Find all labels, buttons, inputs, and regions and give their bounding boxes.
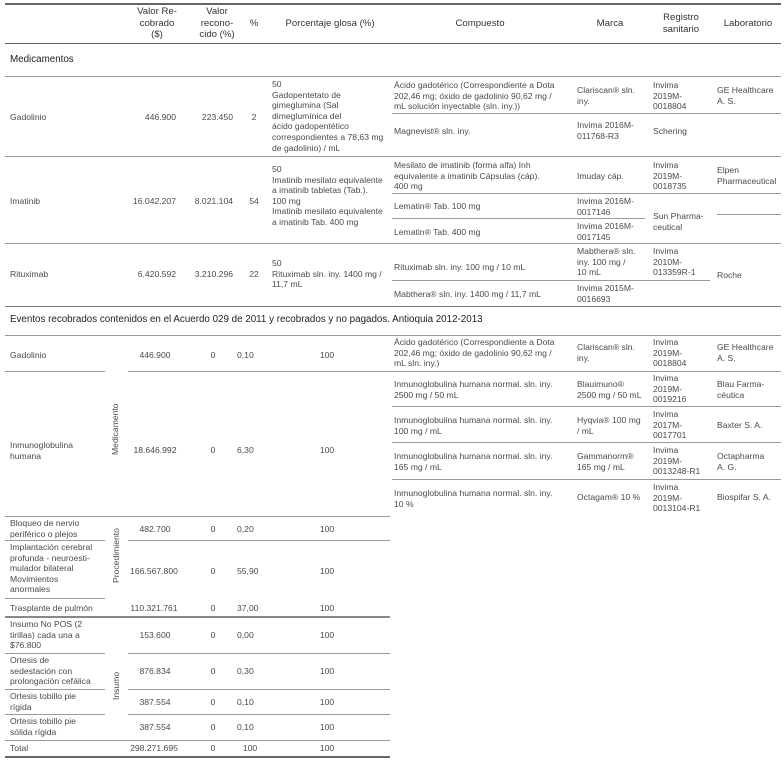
registro-sanitario: Invima 2019M- 0018804: [653, 80, 687, 112]
total-pct: 100: [242, 743, 258, 753]
pct: 0,30: [237, 666, 254, 676]
row-name: Rituximab: [10, 269, 49, 279]
porcentaje-glosa: 50 Rituximab sln. iny. 1400 mg / 11,7 mL: [272, 258, 382, 290]
porcentaje-glosa: 100: [319, 445, 335, 455]
row-name: Imatinib: [10, 196, 41, 206]
marca: Hyqvia® 100 mg / mL: [577, 415, 641, 436]
row-name: Ortesis tobillo pie sólida rígida: [10, 716, 76, 737]
registro-sanitario: Invima 2010M- 013359R-1: [653, 246, 696, 278]
pct: 0,20: [237, 524, 254, 534]
registro-sanitario: Invima 2019M- 0013104-R1: [653, 482, 701, 514]
pct: 0,10: [237, 697, 254, 707]
header-registro: Registro sanitario: [662, 12, 700, 35]
valor-recobrado: 387.554: [139, 697, 171, 707]
marca: Clariscan® sln. iny.: [577, 342, 635, 363]
registro-sanitario: Invima 2017M- 0017701: [653, 409, 687, 441]
divider: [5, 616, 390, 618]
marca: Blauimuno® 2500 mg / 50 mL: [577, 379, 642, 400]
pct: 54: [249, 196, 259, 206]
valor-reconocido: 0: [210, 630, 216, 640]
pct: 0,00: [237, 630, 254, 640]
row-name: Inmunoglobulina humana: [10, 440, 74, 461]
compuesto: Lematin® Tab. 400 mg: [394, 227, 481, 237]
marca: Invima 2016M- 0017146: [577, 196, 634, 217]
divider: [5, 689, 105, 690]
pct: 22: [249, 269, 259, 279]
divider: [5, 740, 390, 741]
valor-reconocido: 0: [210, 445, 216, 455]
pct: 6,30: [237, 445, 254, 455]
laboratorio: Octapharma A. G.: [717, 451, 765, 472]
pct: 0,10: [237, 722, 254, 732]
compuesto: Inmunoglobulina humana normal. sln. iny. 165 mg / mL: [394, 451, 553, 472]
marca: Clariscan® sln. iny.: [577, 85, 635, 106]
valor-recobrado: 166.567.800: [130, 566, 178, 576]
compuesto: Inmunoglobulina humana normal. sln. iny. 10 %: [394, 488, 553, 509]
header-compuesto: Compuesto: [455, 18, 505, 29]
divider: [128, 653, 390, 654]
divider: [5, 516, 390, 517]
registro-sanitario: Invima 2019M- 0019216: [653, 373, 687, 405]
porcentaje-glosa: 100: [319, 697, 335, 707]
compuesto: Lematin® Tab. 100 mg: [394, 201, 481, 211]
section-title-medicamentos: Medicamentos: [10, 54, 74, 65]
divider: [128, 689, 390, 690]
group-label-insumo: Insumo: [111, 671, 121, 700]
pct: 37,00: [237, 603, 259, 613]
header-rule: [5, 43, 781, 44]
row-name: Gadolinio: [10, 112, 47, 122]
divider: [392, 479, 781, 480]
total-valor-reconocido: 0: [210, 743, 216, 753]
divider: [5, 76, 781, 77]
laboratorio: Blau Farma- céutica: [717, 379, 765, 400]
laboratorio: Biospifar S. A.: [717, 492, 771, 502]
valor-reconocido: 8.021.104: [194, 196, 233, 206]
header-valor-reconocido: Valor recono- cido (%): [199, 6, 235, 40]
divider: [5, 714, 105, 715]
valor-recobrado: 387.554: [139, 722, 171, 732]
compuesto: Ácido gadotérico (Correspondiente a Dota 202,46 mg; óxido de gadolinio 90,62 mg / mL solución inyectable (sln. iny.)): [394, 80, 555, 112]
valor-reconocido: 3.210.296: [194, 269, 233, 279]
valor-recobrado: 482.700: [139, 524, 171, 534]
divider: [392, 442, 781, 443]
divider: [392, 406, 781, 407]
compuesto: Mesilato de imatinib (forma alfa) Inh equivalente a imatinib Cápsulas (cáp). 400 mg: [394, 160, 540, 192]
header-pct: %: [249, 18, 259, 29]
compuesto: Rituximab sln. iny. 100 mg / 10 mL: [394, 262, 526, 272]
divider: [128, 540, 390, 541]
total-valor-recobrado: 298.271.695: [130, 743, 178, 753]
valor-recobrado: 16.042.207: [132, 196, 176, 206]
registro-sanitario: Invima 2019M- 0018735: [653, 160, 687, 192]
compuesto: Inmunoglobulina humana normal. sln. iny. 2500 mg / 50 mL: [394, 379, 553, 400]
registro-sanitario: Invima 2019M- 0013248-R1: [653, 445, 701, 477]
porcentaje-glosa: 100: [319, 350, 335, 360]
divider: [5, 371, 105, 372]
divider: [5, 598, 105, 599]
divider: [392, 113, 781, 114]
header-marca: Marca: [596, 18, 624, 29]
total-porcentaje-glosa: 100: [319, 743, 335, 753]
marca: Octagam® 10 %: [577, 492, 641, 502]
marca: Imuday cáp.: [577, 171, 624, 181]
pct: 2: [251, 112, 257, 122]
marca: Invima 2016M- 0017145: [577, 221, 634, 242]
porcentaje-glosa: 100: [319, 524, 335, 534]
row-name: Implantación cerebral profunda - neuroesti- mulador bilateral Movimientos anormales: [10, 542, 93, 595]
valor-reconocido: 0: [210, 666, 216, 676]
bottom-rule: [5, 756, 390, 758]
header-porcentaje-glosa: Porcentaje glosa (%): [285, 18, 375, 29]
divider: [5, 156, 781, 157]
valor-recobrado: 18.646.992: [133, 445, 177, 455]
laboratorio: Elpen Pharmaceutical: [717, 165, 777, 186]
row-name: Insumo No POS (2 tirillas) cada una a $76.800: [10, 619, 83, 651]
valor-recobrado: 446.900: [139, 350, 171, 360]
valor-reconocido: 0: [210, 524, 216, 534]
pct: 55,90: [237, 566, 259, 576]
registro-sanitario: Schering: [653, 126, 687, 136]
total-label: Total: [10, 743, 29, 753]
porcentaje-glosa: 50 Imatinib mesilato equivalente a imatinib tabletas (Tab.). 100 mg Imatinib mesilato equivalente a imatinib Tab. 400 mg: [272, 164, 383, 227]
porcentaje-glosa: 100: [319, 603, 335, 613]
divider: [392, 280, 710, 281]
row-name: Trasplante de pulmón: [10, 603, 93, 613]
registro-sanitario: Invima 2019M- 0018804: [653, 337, 687, 369]
group-label-medicamento: Medicamento: [110, 403, 120, 455]
valor-recobrado: 446.900: [144, 112, 176, 122]
section-title-eventos: Eventos recobrados contenidos en el Acuerdo 029 de 2011 y recobrados y no pagados. Antioquia 2012-2013: [10, 314, 483, 325]
row-name: Bloqueo de nervio periférico o plejos: [10, 518, 80, 539]
row-name: Ortesis de sedestación con prolongación cefálica: [10, 655, 91, 687]
divider: [5, 306, 781, 307]
divider: [392, 218, 645, 219]
porcentaje-glosa: 50 Gadopentetato de gimeglumina (Sal dimeglumínica del ácido gadopentético correspondientes a 78,63 mg de gadolinio) / mL: [272, 79, 384, 153]
valor-recobrado: 110.321.761: [130, 603, 178, 613]
valor-recobrado: 6.420.592: [137, 269, 176, 279]
valor-recobrado: 153.600: [139, 630, 171, 640]
porcentaje-glosa: 100: [319, 630, 335, 640]
porcentaje-glosa: 100: [319, 722, 335, 732]
compuesto: Mabthera® sln. iny. 1400 mg / 11,7 mL: [394, 289, 541, 299]
header-laboratorio: Laboratorio: [723, 18, 773, 29]
divider: [5, 335, 781, 336]
group-label-procedimiento: Procedimiento: [111, 528, 121, 583]
compuesto: Inmunoglobulina humana normal. sln. iny. 100 mg / mL: [394, 415, 553, 436]
row-name: Gadolinio: [10, 350, 47, 360]
laboratorio: Baxter S. A.: [717, 420, 763, 430]
marca: Mabthera® sln. iny. 100 mg / 10 mL: [577, 246, 636, 278]
laboratorio: GE Healthcare A. S.: [717, 85, 774, 106]
valor-reconocido: 0: [210, 697, 216, 707]
porcentaje-glosa: 100: [319, 566, 335, 576]
valor-reconocido: 0: [210, 566, 216, 576]
divider: [5, 540, 105, 541]
header-valor-recobrado: Valor Re- cobrado ($): [137, 6, 177, 40]
compuesto: Ácido gadotérico (Correspondiente a Dota 202,46 mg; óxido de gadolinio 90,62 mg / mL sln. iny.): [394, 337, 555, 369]
porcentaje-glosa: 100: [319, 666, 335, 676]
laboratorio: Roche: [717, 270, 742, 280]
marca: Gammanorm® 165 mg / mL: [577, 451, 634, 472]
divider: [392, 193, 781, 194]
marca: Invima 2016M- 011768-R3: [577, 120, 634, 141]
marca: Invima 2015M- 0016693: [577, 283, 634, 304]
pct: 0,10: [237, 350, 254, 360]
row-name: Ortesis tobillo pie rígida: [10, 691, 76, 712]
divider: [5, 653, 105, 654]
valor-reconocido: 0: [210, 722, 216, 732]
divider: [128, 714, 390, 715]
valor-reconocido: 0: [210, 350, 216, 360]
divider: [717, 214, 781, 215]
divider: [128, 371, 781, 372]
valor-recobrado: 876.834: [139, 666, 171, 676]
laboratorio: Sun Pharma- ceutical: [653, 211, 704, 232]
top-rule: [5, 3, 781, 5]
valor-reconocido: 0: [210, 603, 216, 613]
compuesto: Magnevist® sln. iny.: [394, 126, 471, 136]
laboratorio: GE Healthcare A. S.: [717, 342, 774, 363]
valor-reconocido: 223.450: [201, 112, 233, 122]
divider: [5, 243, 781, 244]
